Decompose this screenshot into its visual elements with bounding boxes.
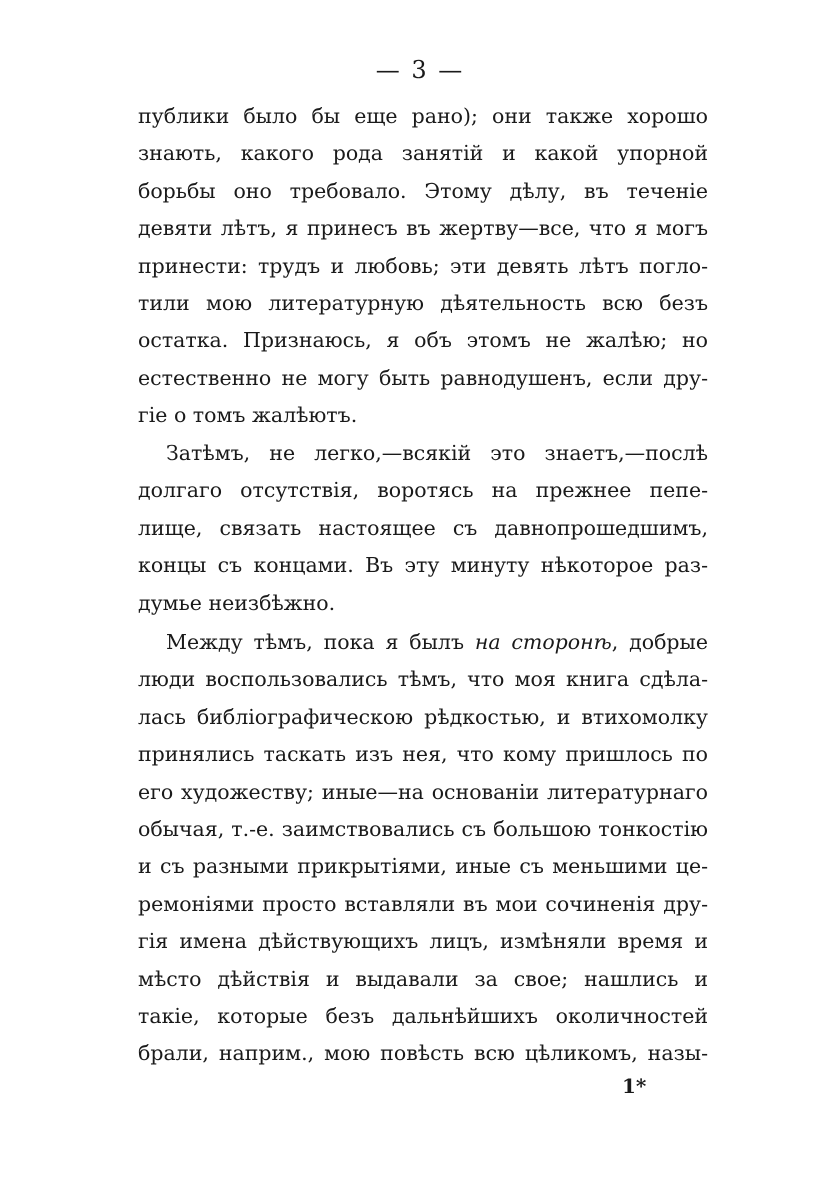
signature-mark: 1* bbox=[622, 1074, 647, 1098]
text-line: его художеству; иные—на основаніи литературнаго bbox=[138, 779, 708, 804]
text-line: борьбы оно требовало. Этому дѣлу, въ теченіе bbox=[138, 178, 708, 203]
text-line: гія имена дѣйствующихъ лицъ, измѣняли время и bbox=[138, 929, 708, 954]
text-line: остатка. Признаюсь, я объ этомъ не жалѣю; но bbox=[138, 328, 708, 353]
text-line: Затѣмъ, не легко,—всякій это знаетъ,—послѣ bbox=[166, 441, 708, 465]
text-line: думье неизбѣжно. bbox=[138, 590, 336, 615]
paragraph-2 bbox=[138, 435, 708, 622]
text-line: публики было бы еще рано); они также хорошо bbox=[138, 104, 708, 128]
page-number: — 3 — bbox=[375, 56, 465, 84]
text-line: лась библіографическою рѣдкостью, и втихомолку bbox=[138, 704, 708, 729]
text-line: обычая, т.-е. заимствовались съ большою тонкостію bbox=[138, 816, 708, 841]
text-line: естественно не могу быть равнодушенъ, если дру- bbox=[138, 365, 708, 390]
text-line: люди воспользовались тѣмъ, что моя книга сдѣла- bbox=[138, 667, 708, 692]
text-line: долгаго отсутствія, воротясь на прежнее пепе- bbox=[138, 478, 708, 503]
text-line: ремоніями просто вставляли въ мои сочиненія дру- bbox=[138, 891, 708, 916]
paragraph-1 bbox=[138, 98, 708, 435]
text-line: девяти лѣтъ, я принесъ въ жертву—все, что я могъ bbox=[138, 216, 708, 241]
text-line: и съ разными прикрытіями, иные съ меньшими це- bbox=[138, 854, 708, 879]
text-line: гіе о томъ жалѣютъ. bbox=[138, 403, 358, 428]
text-line bbox=[138, 624, 708, 661]
text-segment: Между тѣмъ, пока я былъ bbox=[166, 630, 475, 654]
text-line: такіе, которые безъ дальнѣйшихъ околичностей bbox=[138, 1003, 708, 1028]
text-line: лище, связать настоящее съ давнопрошедшимъ, bbox=[138, 515, 708, 540]
text-line: знають, какого рода занятій и какой упорной bbox=[138, 141, 708, 166]
italic-phrase: на сторонѣ bbox=[474, 630, 612, 654]
text-line: концы съ концами. Въ эту минуту нѣкоторое раз- bbox=[138, 553, 708, 578]
text-line: тили мою литературную дѣятельность всю безъ bbox=[138, 290, 708, 315]
paragraph-3 bbox=[138, 624, 708, 1073]
text-line: брали, наприм., мою повѣсть всю цѣликомъ, назы- bbox=[138, 1041, 708, 1066]
text-segment: , добрые bbox=[611, 630, 708, 654]
text-line: принялись таскать изъ нея, что кому пришлось по bbox=[138, 742, 708, 767]
text-line: принести: трудъ и любовь; эти девять лѣтъ погло- bbox=[138, 253, 708, 278]
text-line: мѣсто дѣйствія и выдавали за свое; нашлись и bbox=[138, 966, 708, 991]
